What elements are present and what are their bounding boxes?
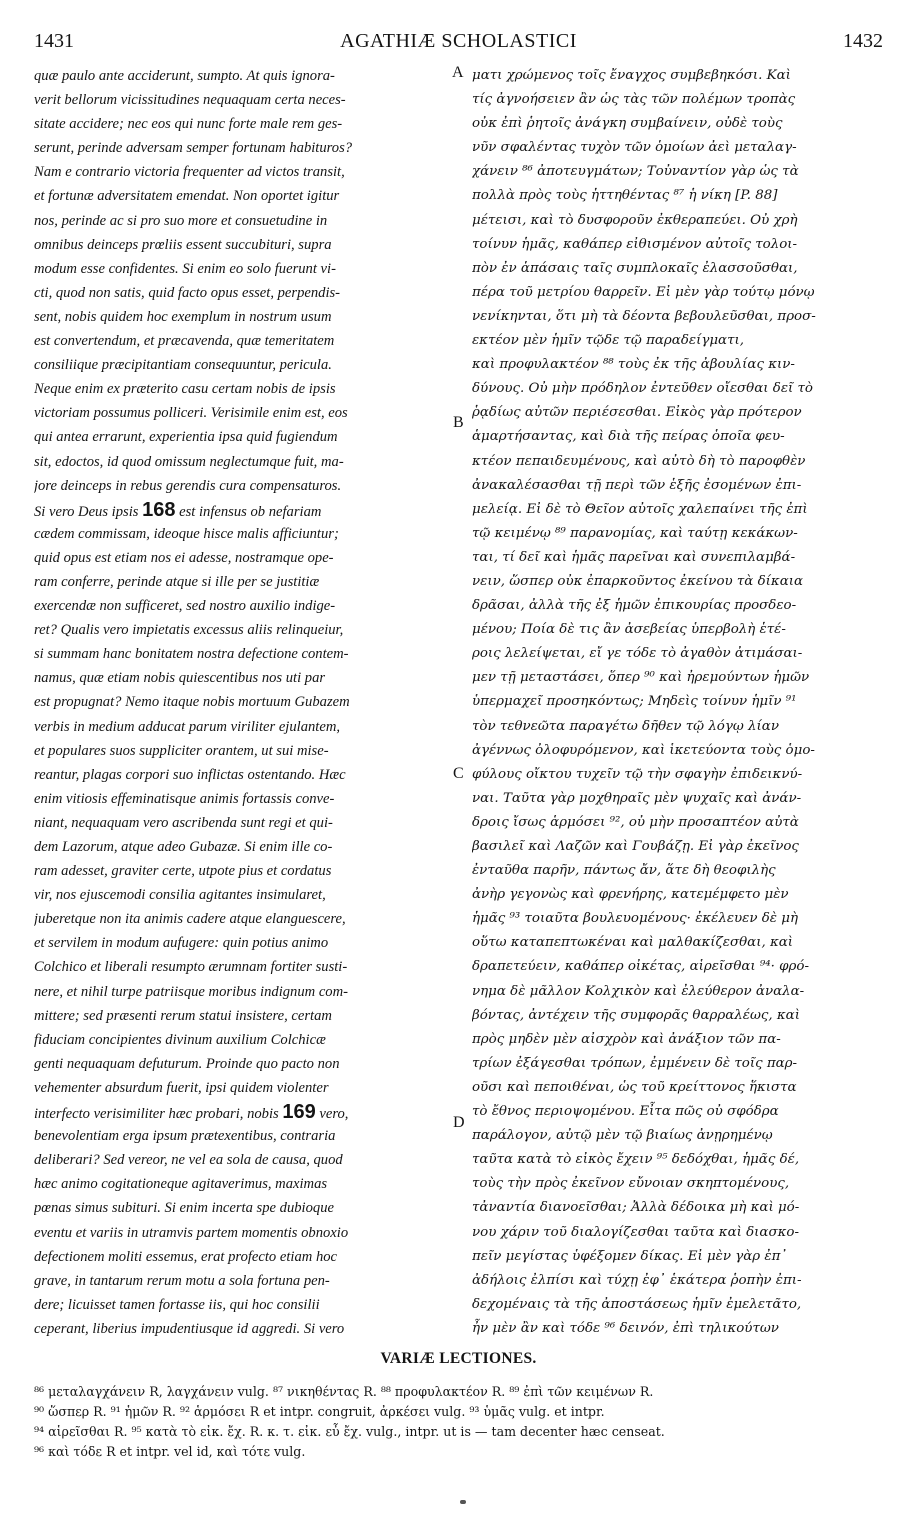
greek-line: ροις λελείψεται, εἴ γε τόδε τὸ ἀγαθὸν ἀτιμάσαι- [472,646,803,662]
latin-line: genti nequaquam defuturum. Proinde quo pacto non [34,1055,340,1072]
text-segment: vero, [315,1106,349,1123]
greek-line: ἀδήλοις ἐλπίσι καὶ τύχῃ ἐφ᾽ ἑκάτερα ῥοπὴν ἐπι- [472,1272,802,1288]
greek-line: ῥᾳδίως αὐτῶν περιέσεσθαι. Εἰκὸς γὰρ πρότερον [472,405,802,421]
latin-line: et servilem in modum aufugere: quin potius animo [34,935,329,952]
latin-line: ceperant, liberius impudentiusque id aggredi. Si vero [34,1320,345,1337]
greek-line: ἐνταῦθα παρῆν, πάντως ἄν, ἅτε δὴ θεοφιλὴς [472,863,776,879]
greek-line: δραπετεύειν, καθάπερ οἰκέτας, αἱρεῖσθαι ⁹⁴· φρό- [472,959,810,975]
latin-line: verbis in medium adducat parum viriliter ejulantem, [34,718,341,735]
greek-line: ται, τί δεῖ καὶ ἡμᾶς παρεῖναι καὶ συνεπιλαμβά- [472,549,796,565]
latin-line: pœnas simus subituri. Si enim incerta spe dubioque [34,1200,334,1217]
footer-ornament [460,1500,466,1504]
greek-line: πρὸς μηδὲν μὲν αἰσχρὸν καὶ ἀνάξιον τῶν πα- [472,1031,781,1047]
column-number-marker: 169 [282,1101,316,1124]
greek-line: νειν, ὥσπερ οὐκ ἐπαρκοῦντος ἐκείνου τὰ δίκαια [472,573,804,589]
latin-line: grave, in tantarum rerum motu a sola fortuna pen- [34,1272,330,1289]
text-segment: est infensus ob nefariam [175,503,322,520]
latin-line: dere; licuisset tamen fortasse iis, qui hoc consilii [34,1296,320,1313]
running-title: AGATHIÆ SCHOLASTICI [340,30,577,52]
greek-line: μελείᾳ. Εἰ δὲ τὸ Θεῖον αὐτοῖς χαλεπαίνει τῆς ἐπὶ [472,501,808,517]
greek-text-column [472,64,882,1341]
latin-line: sitate accidere; nec eos qui nunc forte male rem ges- [34,116,343,133]
margin-marker-a: A [452,64,464,81]
latin-line: enim vitiosis effeminatisque animis fortassis conve- [34,790,335,807]
page-number-left: 1431 [34,30,74,52]
greek-line: δύνους. Οὐ μὴν πρόδηλον ἐντεῦθεν οἴεσθαι δεῖ τὸ [472,381,813,397]
greek-line: πέρα τοῦ μετρίου θαρρεῖν. Εἰ μὲν γὰρ τούτῳ μόνῳ [472,284,815,300]
latin-line: est convertendum, et præcavenda, quæ temeritatem [34,333,335,350]
greek-line: καὶ προφυλακτέον ⁸⁸ τοὺς ἐκ τῆς ἀβουλίας κιν- [472,357,795,373]
latin-line: sent, nobis quidem hoc exemplum in nostrum usum [34,308,332,325]
greek-line: ἁμαρτήσαντας, καὶ διὰ τῆς πείρας ὁποῖα φευ- [472,429,785,445]
greek-line: φύλους οἴκτου τυχεῖν τῷ τὴν σφαγὴν ἐπιδεικνύ- [472,766,803,782]
greek-line: βασιλεῖ καὶ Λαζῶν καὶ Γουβάζῃ. Εἰ γὰρ ἐκεῖνος [472,839,799,854]
greek-line: νημα δὲ μᾶλλον Κολχικὸν καὶ ἐλεύθερον ἀναλα- [472,983,805,999]
latin-line: exercendæ non sufficeret, sed nostro auxilio indige- [34,598,336,615]
greek-line: τοίνυν ἡμᾶς, καθάπερ εἰθισμένον αὐτοῖς τολοι- [472,236,798,252]
latin-line: quæ paulo ante acciderunt, sumpto. At quis ignora- [34,68,335,84]
latin-line: namus, quæ etiam nobis quiescentibus nos uti par [34,670,326,687]
greek-line: πεῖν μεγίστας ὑφέξομεν δίκας. Εἰ μὲν γὰρ ἐπ᾽ [472,1248,788,1264]
latin-line: serunt, perinde adversam semper fortunam habituros? [34,140,353,157]
latin-line: ram conferre, perinde atque si ille per se justitiæ [34,573,320,590]
greek-line: ὑπερμαχεῖ προσηκόντως; Μηδεὶς τοίνυν ἡμῖν ⁹¹ [472,694,797,710]
latin-line [34,498,449,522]
variant-reading-line: ⁹⁴ αἱρεῖσθαι R. ⁹⁵ κατὰ τὸ εἰκ. ἔχ. R. κ. τ. εἰκ. εὖ ἔχ. vulg., intpr. ut is — tam decenter hæc censeat. [34,1424,665,1439]
latin-line: vehementer absurdum fuerit, ipsi quidem violenter [34,1079,329,1096]
latin-line: consiliique præcipitantiam consequuntur, pericula. [34,357,332,374]
latin-line: et fortunæ adversitatem emendat. Non oportet igitur [34,188,340,205]
greek-line: οῦσι καὶ πεποιθέναι, ὡς τοῦ κρείττονος ἥκιστα [472,1079,797,1095]
latin-line: defectionem moliti essemus, erat profecto etiam hoc [34,1248,338,1265]
latin-line: vir, nos ejuscemodi consilia agitantes insimularet, [34,887,326,904]
latin-line: reantur, plagas corpori suo inflictas ostentando. Hæc [34,766,346,783]
greek-line: δεχομέναις τὰ τῆς ἀποστάσεως ἡμῖν ἐμελετᾶτο, [472,1296,802,1312]
latin-line: verit bellorum vicissitudines nequaquam certa neces- [34,92,346,109]
greek-line: χάνειν ⁸⁶ ἀποτευγμάτων; Τοὐναντίον γὰρ ὡς τὰ [472,164,799,180]
greek-line: πολλὰ πρὸς τοὺς ἡττηθέντας ⁸⁷ ἡ νίκη [P. 88] [472,188,778,204]
variant-reading-line: ⁹⁰ ὥσπερ R. ⁹¹ ἡμῶν R. ⁹² ἁρμόσει R et intpr. congruit, ἀρκέσει vulg. ⁹³ ὑμᾶς vulg. et intpr. [34,1404,605,1419]
latin-translation-column [34,64,449,1341]
latin-line: sit, edoctos, id quod omissum neglectumque fuit, ma- [34,453,344,470]
greek-line: νου χάριν τοῦ διαλογίζεσθαι ταῦτα καὶ διασκο- [472,1224,799,1240]
margin-marker-c: C [453,765,464,782]
greek-line: τὸ ἔθνος περιοψομένου. Εἶτα πῶς οὐ σφόδρα [472,1104,779,1120]
latin-line: ret? Qualis vero impietatis excessus aliis relinqueiur, [34,622,344,639]
variant-reading-line: ⁸⁶ μεταλαγχάνειν R, λαγχάνειν vulg. ⁸⁷ νικηθέντας R. ⁸⁸ προφυλακτέον R. ⁸⁹ ἐπὶ τῶν κειμένων R. [34,1384,654,1399]
page-header [34,30,883,60]
greek-line: ἡμᾶς ⁹³ τοιαῦτα βουλευομένους· ἐκέλευεν δὲ μὴ [472,911,798,927]
greek-line: δρᾶσαι, ἀλλὰ τῆς ἐξ ἡμῶν ἐπικουρίας προσδεο- [472,598,797,614]
latin-line: est propugnat? Nemo itaque nobis mortuum Gubazem [34,694,350,711]
greek-line: ἀνὴρ γεγονὼς καὶ φρενήρης, κατεμέμφετο μὲν [472,887,789,903]
latin-line: deliberari? Sed vereor, ne vel ea sola de causa, quod [34,1152,343,1169]
greek-line: ἀνακαλέσασθαι τῇ περὶ τῶν ἑξῆς ἐσομένων ἐπι- [472,477,802,493]
greek-line: τἀναντία διανοεῖσθαι; Ἀλλὰ δέδοικα μὴ καὶ μό- [472,1200,800,1216]
greek-line: τῷ κειμένῳ ⁸⁹ παρανομίας, καὶ ταύτῃ κεκάκων- [472,525,798,541]
latin-line: jore deinceps in rebus gerendis cura compensaturos. [34,477,342,494]
greek-line: τίς ἀγνοήσειεν ἂν ὡς τὰς τῶν πολέμων τροπὰς [472,92,796,108]
latin-line: Colchico et liberali resumpto ærumnam fortiter susti- [34,959,348,976]
greek-line: πὸν ἐν ἁπάσαις ταῖς συμπλοκαῖς ἐλασσοῦσθαι, [472,260,798,276]
margin-marker-d: D [453,1114,465,1131]
page-number-right: 1432 [843,30,883,52]
column-number-marker: 168 [142,498,176,521]
latin-line: cti, quod non satis, quid facto opus esset, perpendis- [34,284,341,301]
latin-line: hæc animo cogitationeque agitaverimus, maximas [34,1176,328,1193]
greek-line: βόντας, ἀντέχειν τῆς συμφορᾶς θαρραλέως, καὶ [472,1007,800,1023]
greek-line: τρίων ἐξάγεσθαι τρόπων, ἐμμένειν δὲ τοῖς παρ- [472,1055,798,1071]
latin-line: fiduciam concipientes divinum auxilium Colchicæ [34,1031,326,1048]
latin-line: juberetque non ita animis cadere atque elanguescere, [34,911,346,928]
variant-reading-line: ⁹⁶ καὶ τόδε R et intpr. vel id, καὶ τότε vulg. [34,1444,306,1459]
greek-line: μένου; Ποία δὲ τις ἂν ἀσεβείας ὑπερβολὴ ἑτέ- [472,622,786,638]
greek-line: ἀγέννως ὀλοφυρόμενον, καὶ ἱκετεύοντα τοὺς ὁμο- [472,742,815,758]
greek-line: μέτεισι, καὶ τὸ δυσφοροῦν ἐκθεραπεύει. Οὐ χρὴ [472,212,798,228]
greek-line: ταῦτα κατὰ τὸ εἰκὸς ἔχειν ⁹⁵ δεδόχθαι, ἡμᾶς δέ, [472,1152,800,1168]
greek-line: μεν τῇ μεταστάσει, ὅπερ ⁹⁰ καὶ ἠρεμούντων ἡμῶν [472,670,810,686]
latin-line: modum esse confidentes. Si enim eo solo fuerunt vi- [34,260,336,277]
latin-line: nos, perinde ac si pro suo more et consuetudine in [34,212,328,229]
greek-line: οὕτω καταπεπτωκέναι καὶ μαλθακίζεσθαι, καὶ [472,935,794,951]
greek-line: δροις ἴσως ἁρμόσει ⁹², οὐ μὴν προσαπτέον αὐτὰ [472,814,799,830]
latin-line: benevolentiam erga ipsum prætexentibus, contraria [34,1128,336,1145]
greek-line: ἦν μὲν ἂν καὶ τόδε ⁹⁶ δεινόν, ἐπὶ τηλικούτων [472,1320,779,1336]
text-segment: Si vero Deus ipsis [34,503,143,520]
greek-line: κτέον πεπαιδευμένους, καὶ αὐτὸ δὴ τὸ παροφθὲν [472,453,806,469]
latin-line: eventu et variis in utramvis partem momentis obnoxio [34,1224,349,1241]
latin-line: cædem commissam, ideoque hisce malis afficiuntur; [34,525,339,542]
latin-line: quid opus est etiam nos ei adesse, nostramque ope- [34,549,334,566]
greek-line: εκτέον μὲν ἡμῖν τῷδε τῷ παραδείγματι, [472,333,745,349]
greek-line: τοὺς τὴν πρὸς ἐκεῖνον εὔνοιαν σκηπτομένους, [472,1176,790,1192]
greek-line: νῦν σφαλέντας τυχὸν τῶν ὁμοίων ἀεὶ μεταλαγ- [472,140,797,156]
latin-line: et populares suos suppliciter orantem, ut sui mise- [34,742,329,759]
latin-line [34,1100,449,1124]
latin-line: victoriam possumus polliceri. Verisimile enim est, eos [34,405,348,422]
greek-line: παράλογον, αὐτῷ μὲν τῷ βιαίως ἀνῃρημένῳ [472,1128,773,1144]
text-segment: interfecto verisimiliter hæc probari, nobis [34,1106,283,1123]
latin-line: Nam e contrario victoria frequenter ad victos transit, [34,164,345,181]
variae-lectiones-notes [34,1382,884,1462]
greek-line: ναι. Ταῦτα γὰρ μοχθηραῖς μὲν ψυχαῖς καὶ ἀνάν- [472,790,802,806]
variae-lectiones-heading: VARIÆ LECTIONES. [380,1350,537,1367]
latin-line: Neque enim ex præterito casu certam nobis de ipsis [34,381,336,398]
greek-line: νενίκηνται, ὅτι μὴ τὰ δέοντα βεβουλεῦσθαι, προσ- [472,308,816,324]
margin-marker-b: B [453,414,464,431]
latin-line: si summam hanc bonitatem nostra defectione contem- [34,646,349,663]
latin-line: dem Lazorum, atque adeo Gubazæ. Si enim ille co- [34,839,333,855]
latin-line: omnibus deinceps prœliis essent succubituri, supra [34,236,332,253]
greek-line: οὐκ ἐπὶ ῥητοῖς ἀνάγκη συμβαίνειν, οὐδὲ τοὺς [472,116,783,132]
latin-line: niant, nequaquam vero ascribenda sunt regi et qui- [34,814,333,831]
greek-line: ματι χρώμενος τοῖς ἔναγχος συμβεβηκόσι. Καὶ [472,68,791,83]
greek-line: τὸν τεθνεῶτα παραγέτω δῆθεν τῷ λόγῳ λίαν [472,718,779,734]
latin-line: nere, et nihil turpe patriisque moribus indignum com- [34,983,349,1000]
latin-line: mittere; sed præsenti rerum statui insistere, certam [34,1007,332,1024]
latin-line: ram adesset, graviter certe, utpote pius et cordatus [34,863,332,880]
latin-line: qui antea errarunt, experientia ipsa quid fugiendum [34,429,338,446]
